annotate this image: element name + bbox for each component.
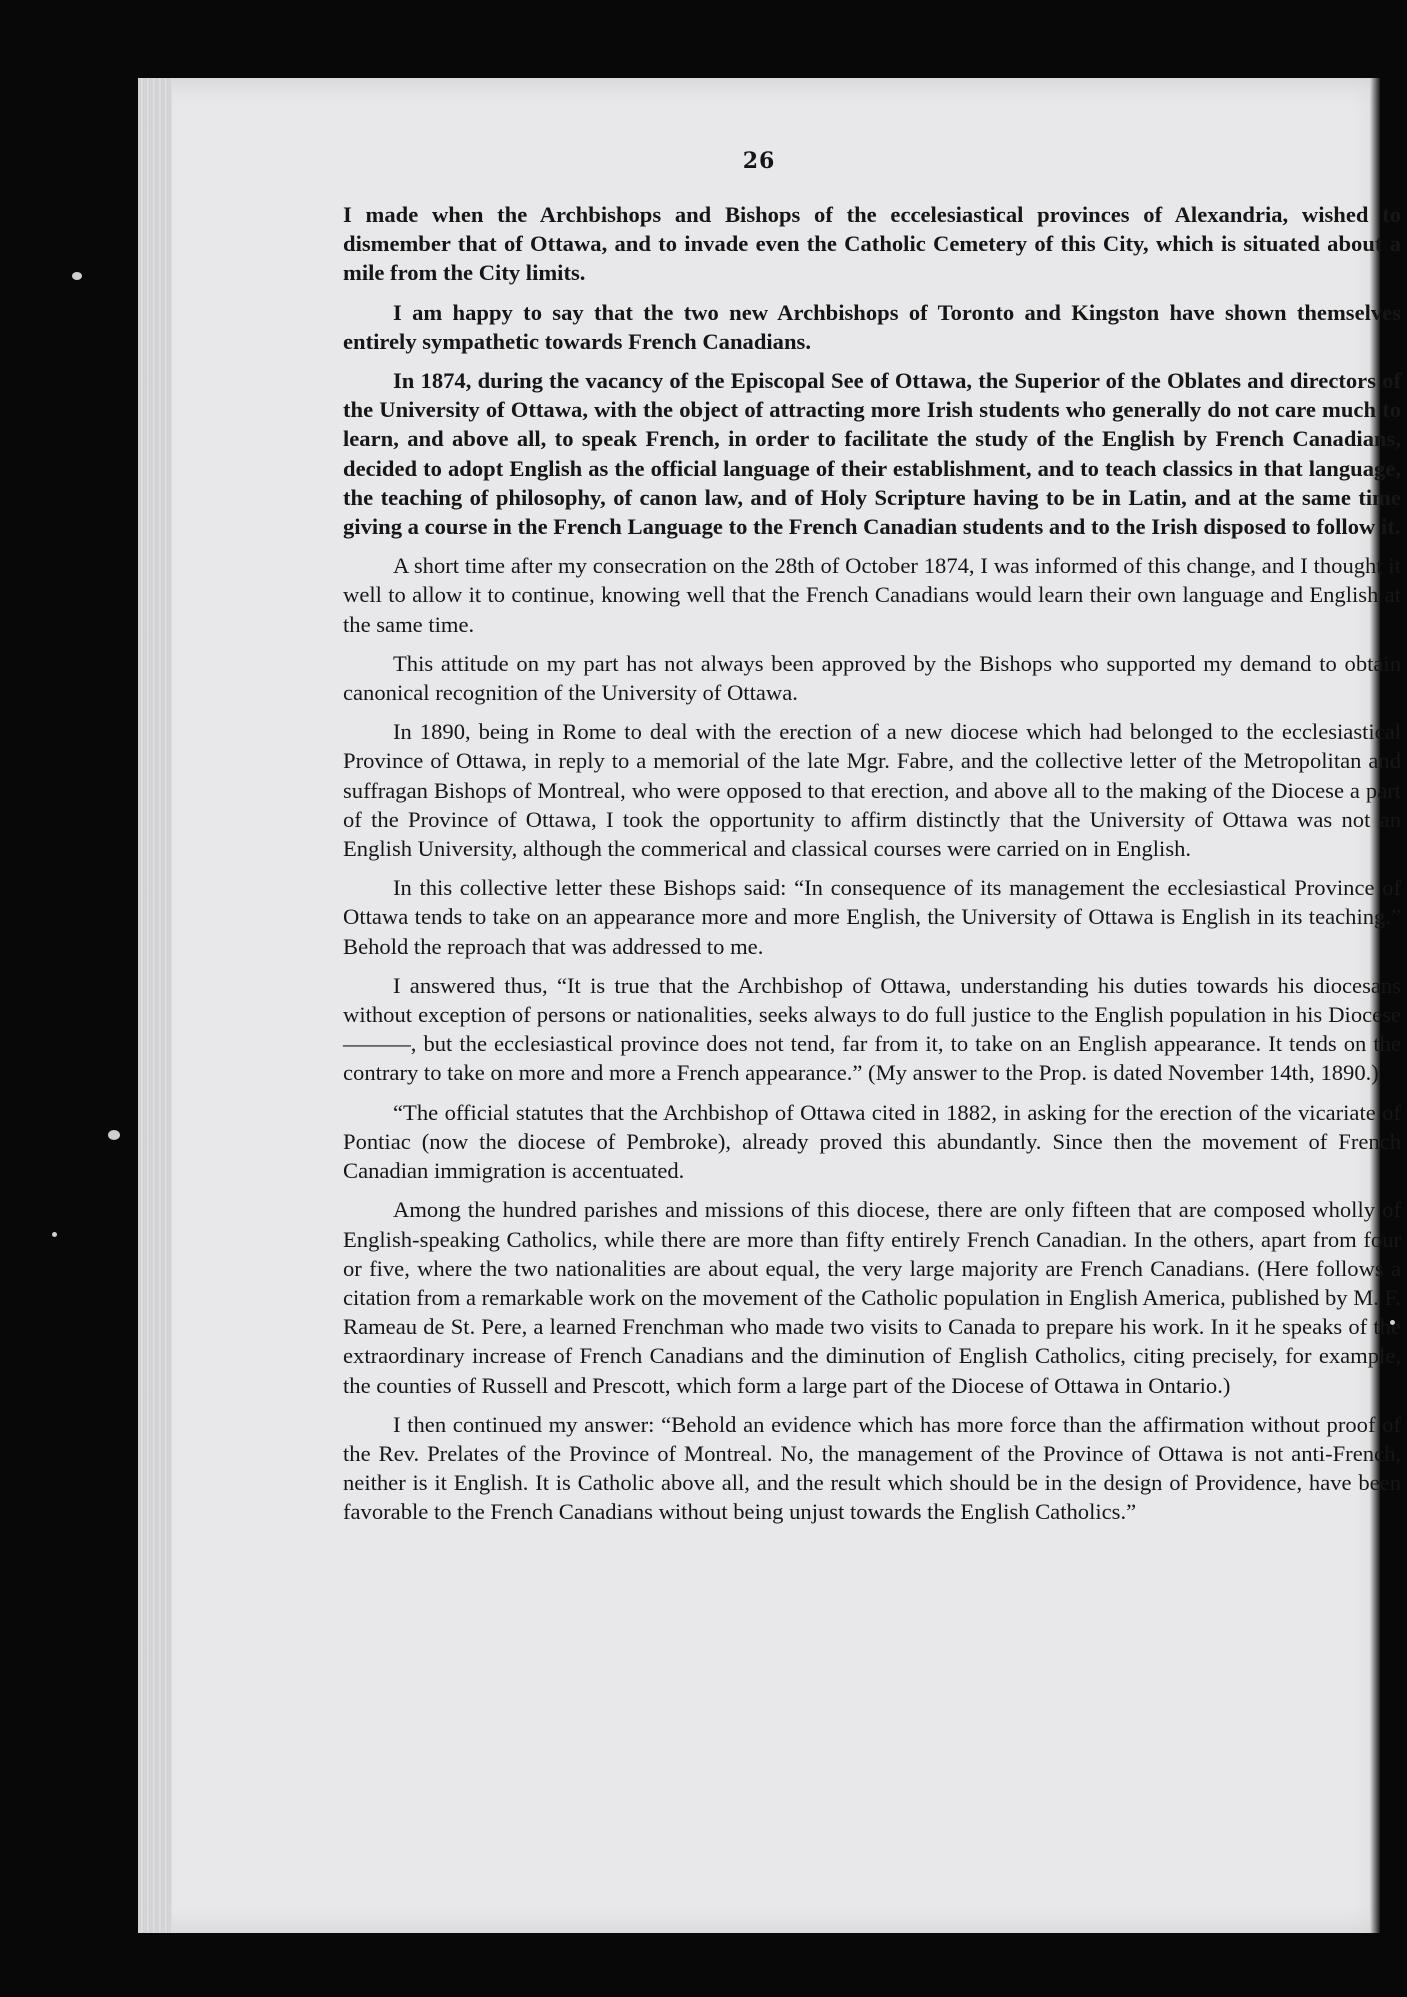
dust-speck (52, 1232, 57, 1237)
paragraph-6: In 1890, being in Rome to deal with the erection of a new diocese which had belonged to the ecclesiastical Province of Ottawa, in reply to a memorial of the late Mgr. Fabre, and the collective letter of the Metropolitan and suffragan Bishops of Montreal, who were opposed to that erection, and above all to the making of the Diocese a part of the Province of Ottawa, I took the opportunity to affirm distinctly that the University of Ottawa was not an English University, although the commerical and classical courses were carried on in English. (343, 719, 1401, 862)
paragraph-3: In 1874, during the vacancy of the Episcopal See of Ottawa, the Superior of the Oblates and directors of the University of Ottawa, with the object of attracting more Irish students who generally do not care much to learn, and above all, to speak French, in order to facilitate the study of the English by French Canadians, decided to adopt English as the official language of their establishment, and to teach classics in that language, the teaching of philosophy, of canon law, and of Holy Scripture having to be in Latin, and at the same time giving a course in the French Language to the French Canadian students and to the Irish disposed to follow it. (343, 368, 1401, 540)
paragraph-8: I answered thus, “It is true that the Archbishop of Ottawa, understanding his duties towards his diocesans without exception of persons or nationalities, seeks always to do full justice to the English population in his Diocese———, but the ecclesiastical province does not tend, far from it, to take on an English appearance. It tends on the contrary to take on more and more a French appearance.” (My answer to the Prop. is dated November 14th, 1890.) (343, 972, 1401, 1086)
paragraph-2: I am happy to say that the two new Archbishops of Toronto and Kingston have shown themselves entirely sympathetic towards French Canadians. (343, 299, 1401, 354)
dust-speck (72, 272, 82, 280)
paragraph-5: This attitude on my part has not always been approved by the Bishops who supported my demand to obtain canonical recognition of the University of Ottawa. (343, 650, 1401, 706)
paragraph-10: Among the hundred parishes and missions of this diocese, there are only fifteen that are composed wholly of English-speaking Catholics, while there are more than fifty entirely French Canadian. In the others, apart from four or five, where the two nationalities are about equal, the very large majority are French Canadians. (Here follows a citation from a remarkable work on the movement of the Catholic population in English America, published by M. F. Rameau de St. Pere, a learned Frenchman who made two visits to Canada to prepare his work. In it he speaks of the extraordinary increase of French Canadians and the diminution of English Catholics, citing precisely, for example, the counties of Russell and Prescott, which form a large part of the Diocese of Ottawa in Ontario.) (343, 1197, 1401, 1398)
paragraph-7: In this collective letter these Bishops said: “In consequence of its management the ecclesiastical Province of Ottawa tends to take on an appearance more and more English, the University of Ottawa is English in its teaching.” Behold the reproach that was addressed to me. (343, 875, 1401, 959)
dust-speck (108, 1130, 120, 1140)
paragraph-1: I made when the Archbishops and Bishops of the eccelesiastical provinces of Alexandria, wished to dismember that of Ottawa, and to invade even the Catholic Cemetery of this City, which is situated about a mile from the City limits. (343, 202, 1401, 286)
paragraph-9: “The official statutes that the Archbishop of Ottawa cited in 1882, in asking for the erection of the vicariate of Pontiac (now the diocese of Pembroke), already proved this abundantly. Since then the movement of French Canadian immigration is accentuated. (343, 1099, 1401, 1184)
page-binding-edge (138, 78, 172, 1933)
page-number: 26 (742, 148, 776, 174)
paragraph-4: A short time after my consecration on the 28th of October 1874, I was informed of this change, and I thought it well to allow it to continue, knowing well that the French Canadians would learn their own language and English at the same time. (343, 553, 1401, 637)
paragraph-11: I then continued my answer: “Behold an evidence which has more force than the affirmation without proof of the Rev. Prelates of the Province of Montreal. No, the management of the Province of Ottawa is not anti-French, neither is it English. It is Catholic above all, and the result which should be in the design of Providence, have been favorable to the French Canadians without being unjust towards the English Catholics.” (343, 1411, 1401, 1525)
body-text (343, 200, 1401, 1537)
